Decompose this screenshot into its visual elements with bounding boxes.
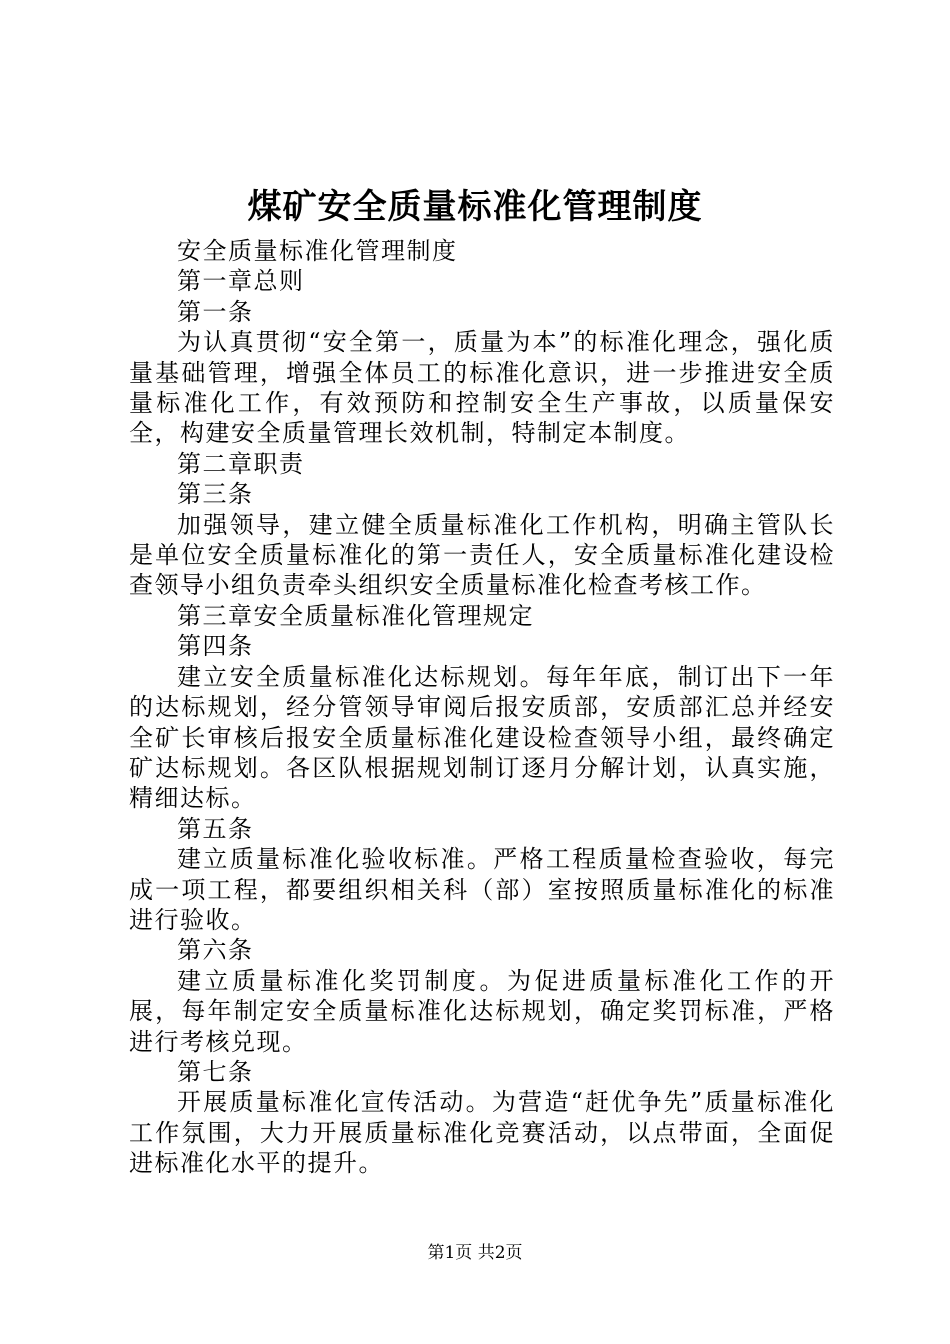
document-title: 煤矿安全质量标准化管理制度	[247, 187, 703, 227]
article-heading: 第一条	[177, 297, 254, 326]
chapter-heading: 第三章安全质量标准化管理规定	[177, 601, 534, 630]
article-heading: 第三条	[177, 480, 254, 509]
paragraph: 为认真贯彻“安全第一，质量为本”的标准化理念，强化质量基础管理，增强全体员工的标准化意识，进一步推进安全质量标准化工作，有效预防和控制安全生产事故，以质量保安全，构建安全质量管理长效机制，特制定本制度。	[129, 328, 835, 448]
chapter-heading: 第一章总则	[177, 267, 305, 296]
article-heading: 第四条	[177, 632, 254, 661]
paragraph: 开展质量标准化宣传活动。为营造“赶优争先”质量标准化工作氛围，大力开展质量标准化竞赛活动，以点带面，全面促进标准化水平的提升。	[129, 1088, 835, 1178]
paragraph: 建立安全质量标准化达标规划。每年年底，制订出下一年的达标规划，经分管领导审阅后报安质部，安质部汇总并经安全矿长审核后报安全质量标准化建设检查领导小组，最终确定矿达标规划。各区队根据规划制订逐月分解计划，认真实施，精细达标。	[129, 662, 835, 813]
article-heading: 第五条	[177, 814, 254, 843]
paragraph: 加强领导，建立健全质量标准化工作机构，明确主管队长是单位安全质量标准化的第一责任人，安全质量标准化建设检查领导小组负责牵头组织安全质量标准化检查考核工作。	[129, 510, 835, 600]
paragraph: 建立质量标准化奖罚制度。为促进质量标准化工作的开展，每年制定安全质量标准化达标规划，确定奖罚标准，严格进行考核兑现。	[129, 966, 835, 1056]
paragraph: 建立质量标准化验收标准。严格工程质量检查验收，每完成一项工程，都要组织相关科（部）室按照质量标准化的标准进行验收。	[129, 845, 835, 934]
document-body	[129, 236, 835, 1179]
page-number-footer: 第1页 共2页	[427, 1243, 523, 1263]
paragraph-heading: 安全质量标准化管理制度	[177, 237, 458, 265]
article-heading: 第六条	[177, 936, 254, 965]
article-heading: 第七条	[177, 1057, 254, 1086]
chapter-heading: 第二章职责	[177, 449, 305, 478]
